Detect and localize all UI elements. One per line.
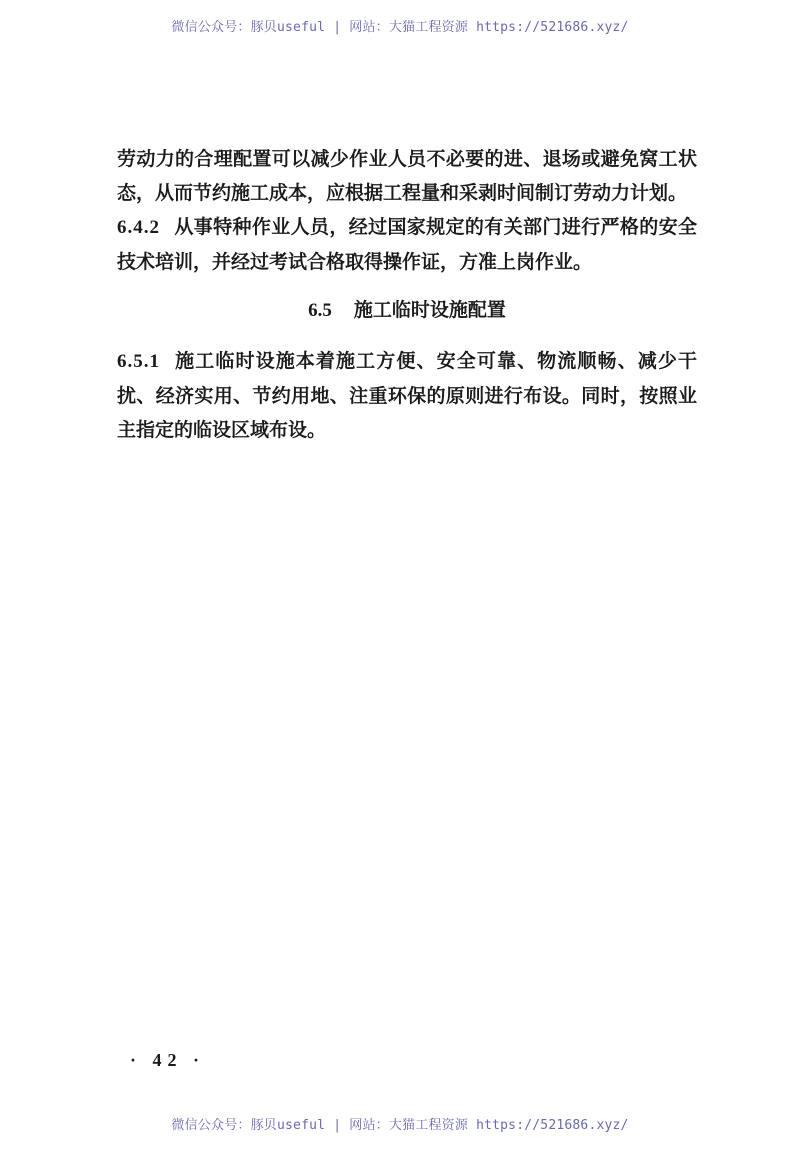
clause-text: 从事特种作业人员，经过国家规定的有关部门进行严格的安全技术培训，并经过考试合格取得操作证，方准上岗作业。 bbox=[117, 216, 697, 273]
clause-6-4-2 bbox=[117, 210, 697, 279]
clause-text: 施工临时设施本着施工方便、安全可靠、物流顺畅、减少干扰、经济实用、节约用地、注重环保的原则进行布设。同时，按照业主指定的临设区域布设。 bbox=[117, 350, 697, 441]
clause-number: 6.4.2 bbox=[117, 217, 160, 238]
clause-number: 6.5.1 bbox=[117, 351, 160, 372]
clause-6-5-1 bbox=[117, 344, 697, 447]
section-title: 施工临时设施配置 bbox=[353, 299, 506, 321]
section-number: 6.5 bbox=[308, 300, 332, 321]
watermark-bottom: 微信公众号：豚贝useful | 网站：大猫工程资源 https://521686.xyz/ bbox=[171, 1118, 629, 1133]
section-heading bbox=[117, 293, 697, 328]
document-body bbox=[117, 142, 697, 447]
watermark-top: 微信公众号：豚贝useful | 网站：大猫工程资源 https://521686.xyz/ bbox=[171, 20, 629, 35]
page-number: · 42 · bbox=[130, 1050, 206, 1070]
paragraph-labor-allocation: 劳动力的合理配置可以减少作业人员不必要的进、退场或避免窝工状态，从而节约施工成本，应根据工程量和采剥时间制订劳动力计划。 bbox=[117, 148, 697, 204]
